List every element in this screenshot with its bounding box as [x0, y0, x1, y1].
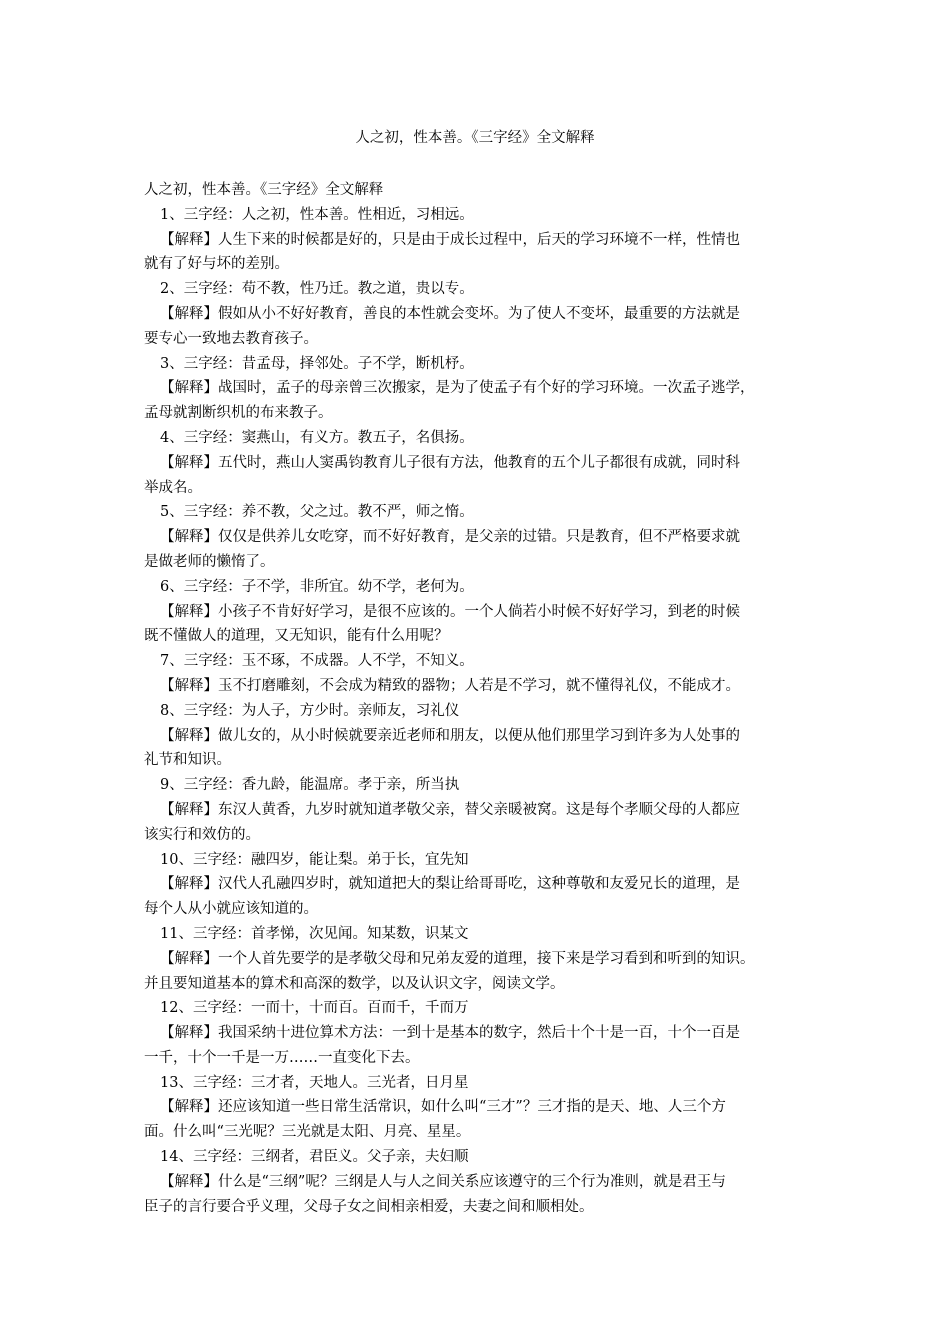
explanation-line: 【解释】做儿女的，从小时候就要亲近老师和朋友，以便从他们那里学习到许多为人处事的 — [160, 727, 740, 744]
explanation-line: 【解释】还应该知道一些日常生活常识，如什么叫“三才”？三才指的是天、地、人三个方 — [160, 1099, 726, 1116]
document-title: 人之初，性本善。《三字经》全文解释 — [355, 130, 595, 146]
explanation-line: 【解释】小孩子不肯好好学习，是很不应该的。一个人倘若小时候不好好学习，到老的时候 — [160, 603, 740, 620]
explanation-line: 【解释】什么是“三纲”呢？三纲是人与人之间关系应该遵守的三个行为准则，就是君王与 — [160, 1173, 726, 1190]
verse-line: 1、三字经：人之初，性本善。性相近，习相远。 — [160, 206, 474, 223]
verse-line: 12、三字经：一而十，十而百。百而千，千而万 — [160, 1000, 469, 1017]
verse-line: 13、三字经：三才者，天地人。三光者，日月星 — [160, 1074, 469, 1091]
verse-line: 14、三字经：三纲者，君臣义。父子亲，夫妇顺 — [160, 1149, 469, 1166]
verse-line: 6、三字经：子不学，非所宜。幼不学，老何为。 — [160, 578, 474, 595]
explanation-continuation: 每个人从小就应该知道的。 — [144, 901, 318, 918]
explanation-line: 【解释】战国时，孟子的母亲曾三次搬家，是为了使孟子有个好的学习环境。一次孟子逃学， — [160, 380, 755, 397]
explanation-line: 【解释】五代时，燕山人窦禹钧教育儿子很有方法，他教育的五个儿子都很有成就，同时科 — [160, 454, 740, 471]
verse-line: 11、三字经：首孝悌，次见闻。知某数，识某文 — [160, 925, 469, 942]
explanation-line: 【解释】一个人首先要学的是孝敬父母和兄弟友爱的道理，接下来是学习看到和听到的知识。 — [160, 950, 755, 967]
explanation-line: 【解释】人生下来的时候都是好的，只是由于成长过程中，后天的学习环境不一样，性情也 — [160, 231, 740, 248]
verse-line: 8、三字经：为人子，方少时。亲师友，习礼仪 — [160, 702, 460, 719]
verse-line: 4、三字经：窦燕山，有义方。教五子，名俱扬。 — [160, 429, 474, 446]
explanation-continuation: 臣子的言行要合乎义理，父母子女之间相亲相爱，夫妻之间和顺相处。 — [144, 1198, 594, 1215]
explanation-line: 【解释】仅仅是供养儿女吃穿，而不好好教育，是父亲的过错。只是教育，但不严格要求就 — [160, 529, 740, 546]
explanation-line: 【解释】假如从小不好好教育，善良的本性就会变坏。为了使人不变坏，最重要的方法就是 — [160, 305, 740, 322]
document-subtitle: 人之初，性本善。《三字经》全文解释 — [144, 182, 384, 198]
explanation-continuation: 该实行和效仿的。 — [144, 826, 260, 843]
explanation-continuation: 既不懂做人的道理，又无知识，能有什么用呢？ — [144, 628, 449, 645]
explanation-line: 【解释】我国采纳十进位算术方法：一到十是基本的数字，然后十个十是一百，十个一百是 — [160, 1025, 740, 1042]
explanation-continuation: 举成名。 — [144, 479, 202, 496]
verse-line: 3、三字经：昔孟母，择邻处。子不学，断机杼。 — [160, 355, 474, 372]
explanation-continuation: 面。什么叫“三光呢？三光就是太阳、月亮、星星。 — [144, 1124, 471, 1141]
verse-line: 9、三字经：香九龄，能温席。孝于亲，所当执 — [160, 777, 460, 794]
explanation-line: 【解释】汉代人孔融四岁时，就知道把大的梨让给哥哥吃，这种尊敬和友爱兄长的道理，是 — [160, 876, 740, 893]
verse-line: 7、三字经：玉不琢，不成器。人不学，不知义。 — [160, 653, 474, 670]
explanation-line: 【解释】玉不打磨雕刻，不会成为精致的器物；人若是不学习，就不懂得礼仪，不能成才。 — [160, 677, 740, 694]
explanation-continuation: 礼节和知识。 — [144, 752, 231, 769]
explanation-continuation: 要专心一致地去教育孩子。 — [144, 330, 318, 347]
document-body — [144, 178, 812, 1219]
explanation-line: 【解释】东汉人黄香，九岁时就知道孝敬父亲，替父亲暖被窝。这是每个孝顺父母的人都应 — [160, 801, 740, 818]
explanation-continuation: 是做老师的懒惰了。 — [144, 553, 275, 570]
explanation-continuation: 一千，十个一千是一万……一直变化下去。 — [144, 1049, 420, 1066]
verse-line: 5、三字经：养不教，父之过。教不严，师之惰。 — [160, 504, 474, 521]
explanation-continuation: 孟母就割断织机的布来教子。 — [144, 405, 333, 422]
verse-line: 2、三字经：苟不教，性乃迁。教之道，贵以专。 — [160, 281, 474, 298]
explanation-continuation: 就有了好与坏的差别。 — [144, 256, 289, 273]
explanation-continuation: 并且要知道基本的算术和高深的数学，以及认识文字，阅读文学。 — [144, 975, 565, 992]
verse-line: 10、三字经：融四岁，能让梨。弟于长，宜先知 — [160, 851, 469, 868]
